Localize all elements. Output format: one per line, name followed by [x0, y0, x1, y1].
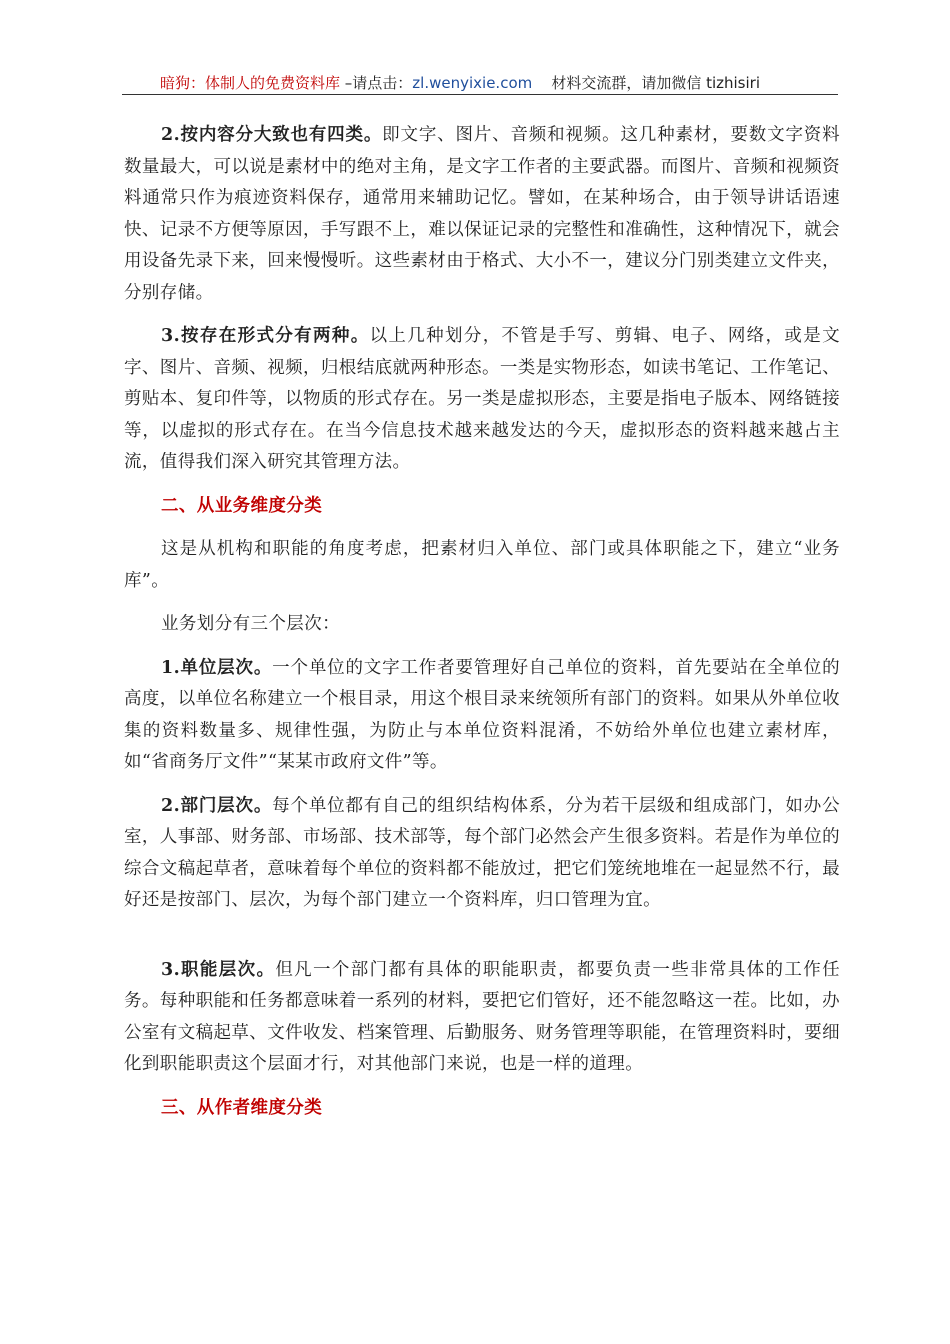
click-prompt: –请点击： [340, 74, 413, 92]
wechat-group-text: 材料交流群，请加微信 tizhisiri [551, 74, 760, 92]
paragraph-text: 但凡一个部门都有具体的职能职责，都要负责一些非常具体的工作任务。每种职能和任务都意味着一系列的材料，要把它们管好，还不能忽略这一茬。比如，办公室有文稿起草、文件收发、档案管理、后勤服务、财务管理等职能，在管理资料时，要细化到职能职责这个层面才行，对其他部门来说，也是一样的道理。 [124, 959, 841, 1074]
page-header [122, 66, 838, 95]
paragraph-content-types [124, 120, 840, 309]
paragraph-lead: 2.部门层次。 [161, 795, 273, 816]
paragraph-lead: 3.按存在形式分有两种。 [161, 326, 370, 346]
paragraph-function-level [124, 955, 840, 1081]
paragraph-existence-forms [124, 321, 840, 479]
paragraph-lead: 3.职能层次。 [161, 959, 276, 980]
paragraph-department-level [124, 791, 840, 917]
paragraph-business-intro: 这是从机构和职能的角度考虑，把素材归入单位、部门或具体职能之下，建立“业务库”。 [124, 539, 840, 591]
site-name[interactable]: 暗狗：体制人的免费资料库 [160, 74, 341, 92]
site-url-link[interactable]: zl.wenyixie.com [412, 74, 533, 92]
paragraph-lead: 2.按内容分大致也有四类。 [161, 125, 383, 145]
section-heading-author: 三、从作者维度分类 [161, 1097, 323, 1118]
document-body [124, 120, 840, 1136]
paragraph-unit-level [124, 653, 840, 779]
blank-line [124, 929, 840, 955]
paragraph-text: 即文字、图片、音频和视频。这几种素材，要数文字资料数量最大，可以说是素材中的绝对主角，是文字工作者的主要武器。而图片、音频和视频资料通常只作为痕迹资料保存，通常用来辅助记忆。譬如，在某种场合，由于领导讲话语速快、记录不方便等原因，手写跟不上，难以保证记录的完整性和准确性，这种情况下，就会用设备先录下来，回来慢慢听。这些素材由于格式、大小不一，建议分门别类建立文件夹，分别存储。 [124, 125, 841, 303]
section-heading-business: 二、从业务维度分类 [161, 495, 323, 516]
header-line [160, 72, 760, 93]
paragraph-text: 以上几种划分，不管是手写、剪辑、电子、网络，或是文字、图片、音频、视频，归根结底就两种形态。一类是实物形态，如读书笔记、工作笔记、剪贴本、复印件等，以物质的形式存在。另一类是虚拟形态，主要是指电子版本、网络链接等，以虚拟的形式存在。在当今信息技术越来越发达的今天，虚拟形态的资料越来越占主流，值得我们深入研究其管理方法。 [124, 326, 840, 472]
paragraph-text: 一个单位的文字工作者要管理好自己单位的资料，首先要站在全单位的高度，以单位名称建立一个根目录，用这个根目录来统领所有部门的资料。如果从外单位收集的资料数量多、规律性强，为防止与本单位资料混淆，不妨给外单位也建立素材库，如“省商务厅文件”“某某市政府文件”等。 [124, 657, 840, 772]
paragraph-text: 每个单位都有自己的组织结构体系，分为若干层级和组成部门，如办公室，人事部、财务部、市场部、技术部等，每个部门必然会产生很多资料。若是作为单位的综合文稿起草者，意味着每个单位的资料都不能放过，把它们笼统地堆在一起显然不行，最好还是按部门、层次，为每个部门建立一个资料库，归口管理为宜。 [124, 795, 840, 910]
paragraph-lead: 1.单位层次。 [161, 657, 273, 678]
paragraph-business-levels: 业务划分有三个层次： [161, 614, 340, 634]
